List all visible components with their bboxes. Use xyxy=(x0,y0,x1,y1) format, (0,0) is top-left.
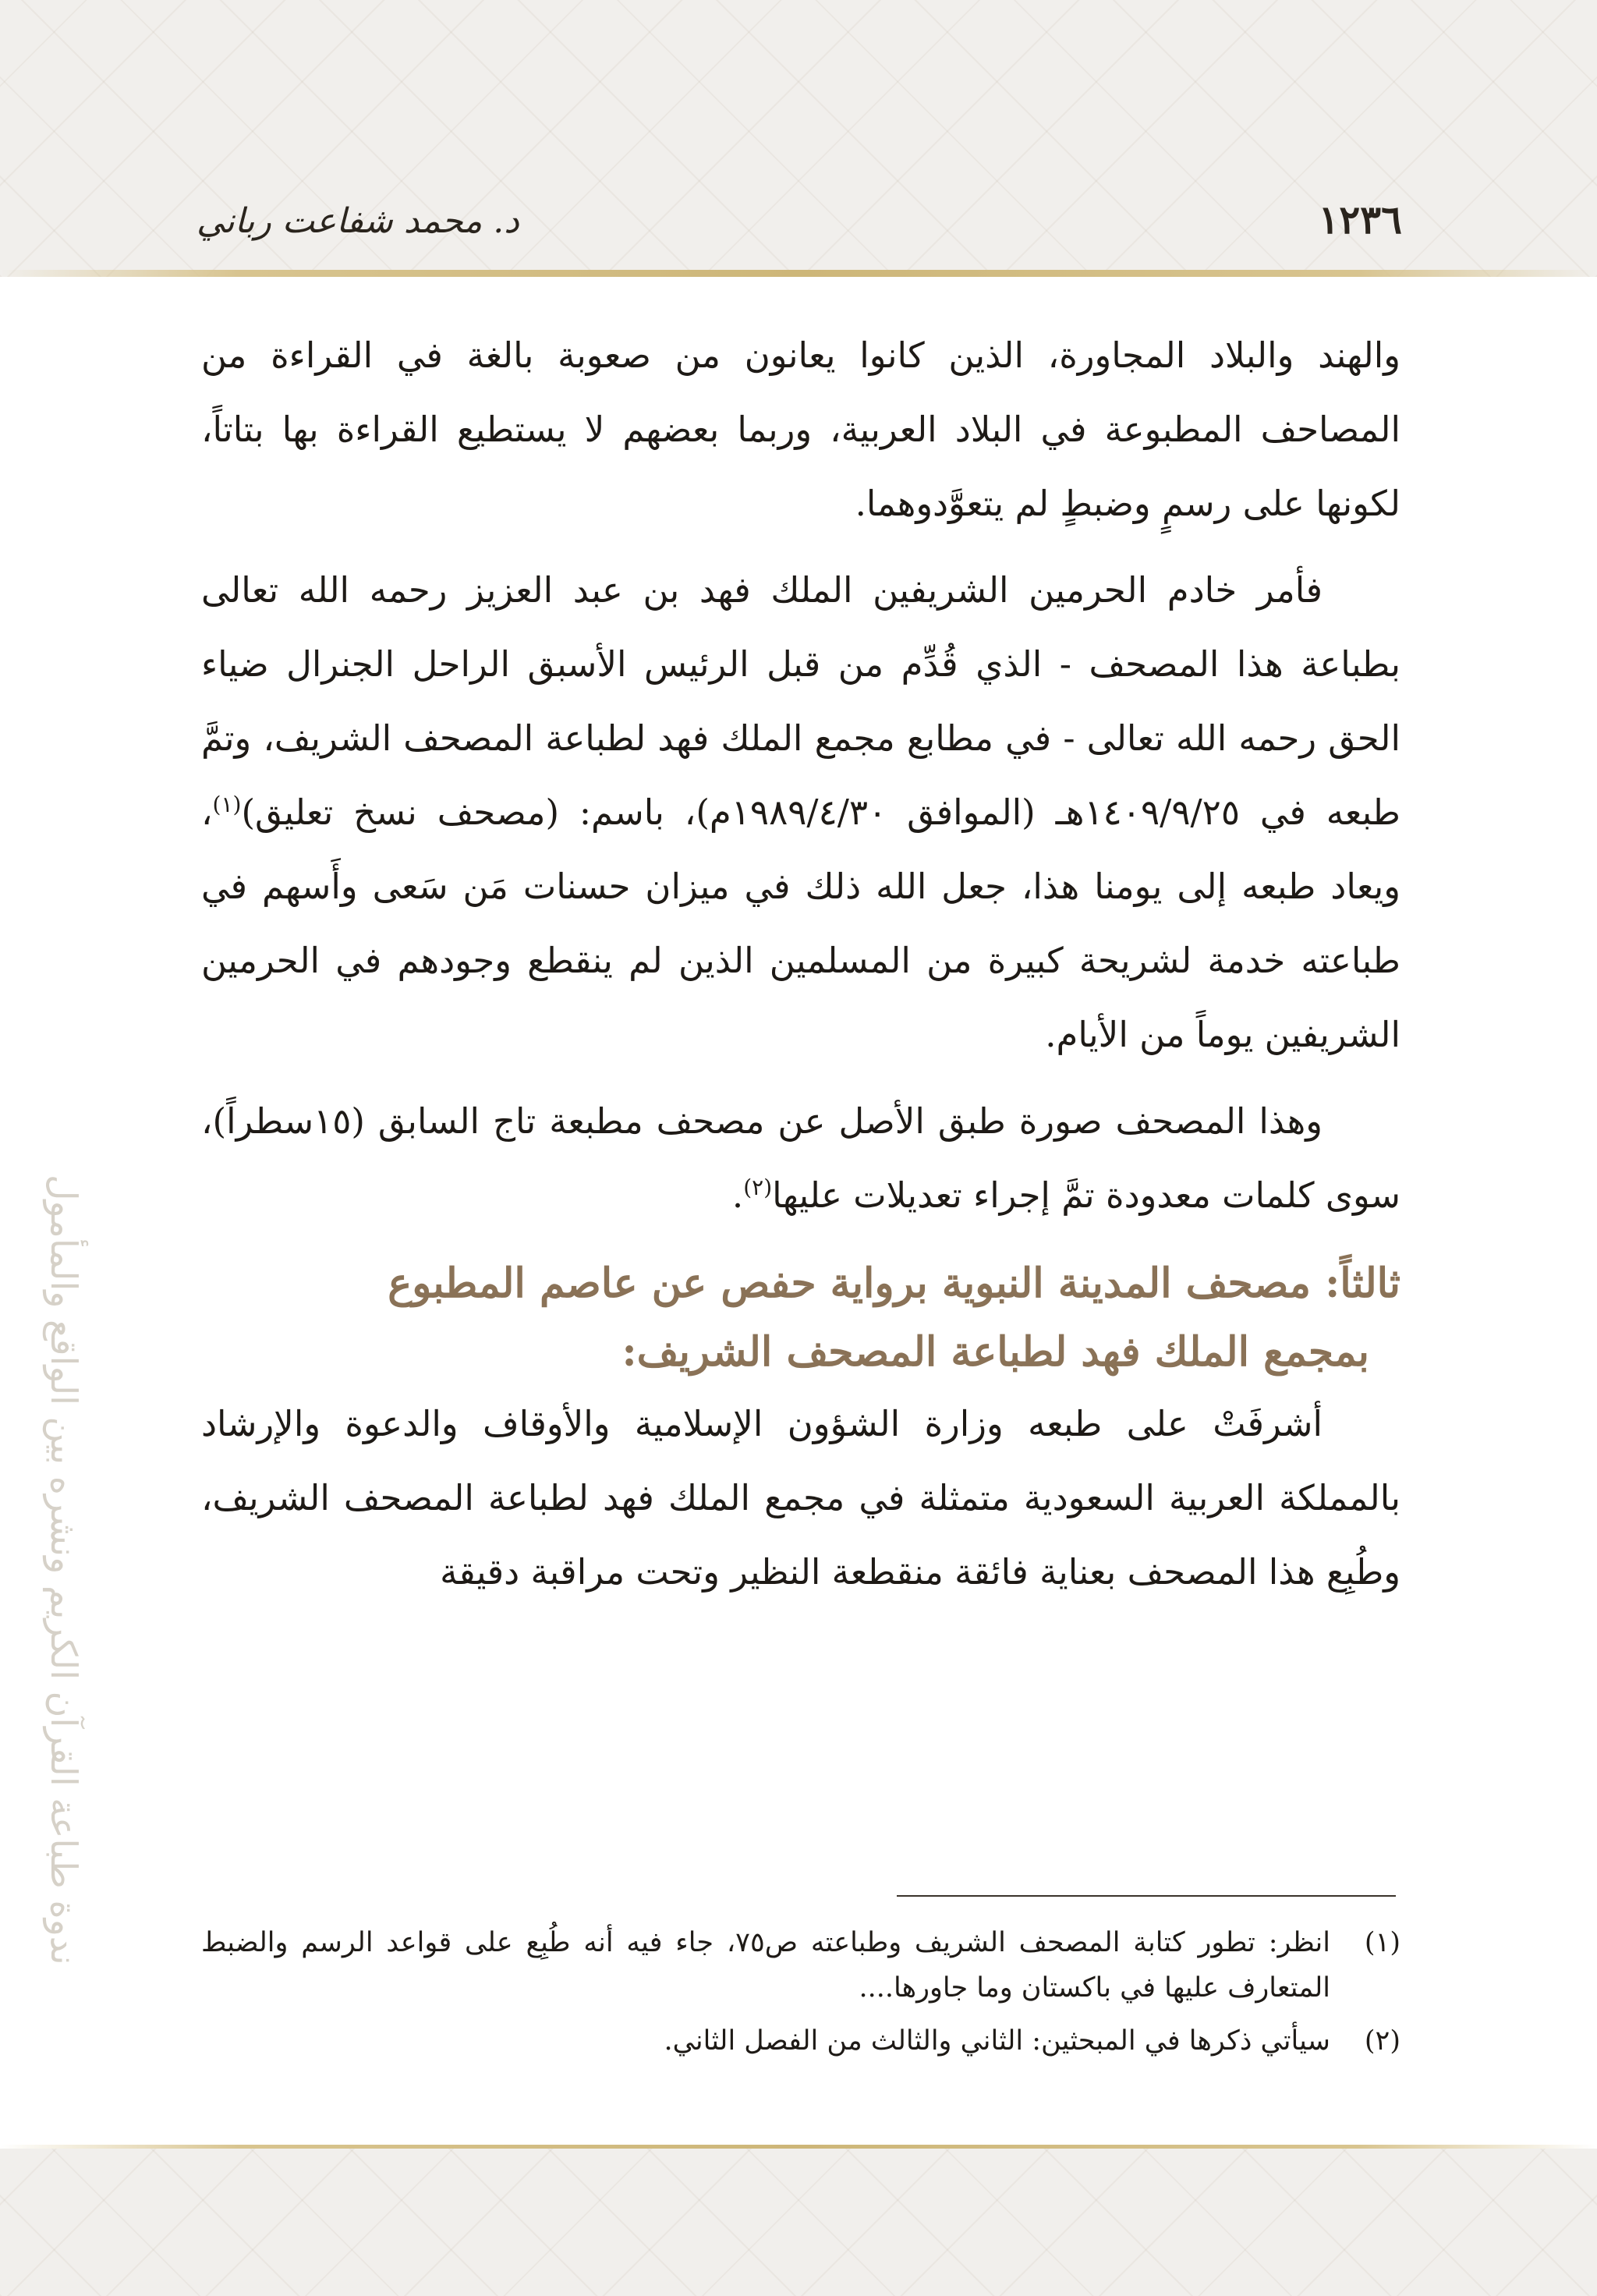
paragraph-1: والهند والبلاد المجاورة، الذين كانوا يعانون من صعوبة بالغة في القراءة من المصاحف المطبوعة في البلاد العربية، وربما بعضهم لا يستطيع القراءة بها بتاتاً، لكونها على رسمٍ وضبطٍ لم يتعوَّدوهما. xyxy=(201,335,1400,524)
footnote-ref-1[interactable]: (١) xyxy=(212,792,242,817)
section-heading-line-1: ثالثاً: مصحف المدينة النبوية برواية حفص عن عاصم المطبوع xyxy=(388,1260,1400,1307)
paragraph-3 xyxy=(201,1084,1400,1232)
paragraph-2 xyxy=(201,553,1400,1072)
footnote-2 xyxy=(201,2018,1400,2064)
footnote-2-text: سيأتي ذكرها في المبحثين: الثاني والثالث من الفصل الثاني. xyxy=(664,2025,1330,2057)
side-title-watermark: ندوة طباعة القرآن الكريم ونشره بين الواقع والمأمول xyxy=(43,1175,85,1965)
footnote-ref-2[interactable]: (٢) xyxy=(743,1175,773,1200)
paragraph-2-text-a: فأمر خادم الحرمين الشريفين الملك فهد بن عبد العزيز رحمه الله تعالى بطباعة هذا المصحف - الذي قُدِّم من قبل الرئيس الأسبق الراحل الجنرال ضياء الحق رحمه الله تعالى - في مطابع مجمع الملك فهد لطباعة المصحف الشريف، وتمَّ طبعه في ١٤٠٩/٩/٢٥هـ (الموافق ١٩٨٩/٤/٣٠م)، باسم: (مصحف نسخ تعليق) xyxy=(201,569,1400,833)
footnotes xyxy=(201,1920,1400,2071)
footnote-1-text: انظر: تطور كتابة المصحف الشريف وطباعته ص٧٥، جاء فيه أنه طُبِع على قواعد الرسم والضبط المتعارف عليها في باكستان وما جاورها.... xyxy=(201,1927,1331,2004)
main-text xyxy=(201,318,1400,1609)
footnote-2-number: (٢) xyxy=(1364,2025,1400,2057)
section-heading-line-2: بمجمع الملك فهد لطباعة المصحف الشريف: xyxy=(621,1328,1369,1376)
footer-band xyxy=(0,2149,1597,2296)
page-number: ١٢٣٦ xyxy=(1318,197,1402,243)
footnote-1-number: (١) xyxy=(1364,1927,1400,1958)
section-heading xyxy=(201,1249,1400,1387)
paragraph-2-text-b: ، ويعاد طبعه إلى يومنا هذا، جعل الله ذلك في ميزان حسنات مَن سَعى وأَسهم في طباعته خدمة لشريحة كبيرة من المسلمين الذين لم ينقطع وجودهم في الحرمين الشريفين يوماً من الأيام. xyxy=(201,792,1400,1055)
header-gold-rule xyxy=(0,270,1597,277)
paragraph-3-text: وهذا المصحف صورة طبق الأصل عن مصحف مطبعة تاج السابق (١٥سطراً)، سوى كلمات معدودة تمَّ إجراء تعديلات عليها xyxy=(201,1100,1400,1216)
footnote-separator xyxy=(897,1895,1396,1897)
paragraph-4: أشرفَتْ على طبعه وزارة الشؤون الإسلامية والأوقاف والدعوة والإرشاد بالمملكة العربية السعودية متمثلة في مجمع الملك فهد لطباعة المصحف الشريف، وطُبِع هذا المصحف بعناية فائقة منقطعة النظير وتحت مراقبة دقيقة xyxy=(201,1403,1400,1593)
footnote-1 xyxy=(201,1920,1400,2011)
paragraph-3-end: . xyxy=(731,1175,744,1216)
running-head-author: د. محمد شفاعت رباني xyxy=(197,201,519,241)
